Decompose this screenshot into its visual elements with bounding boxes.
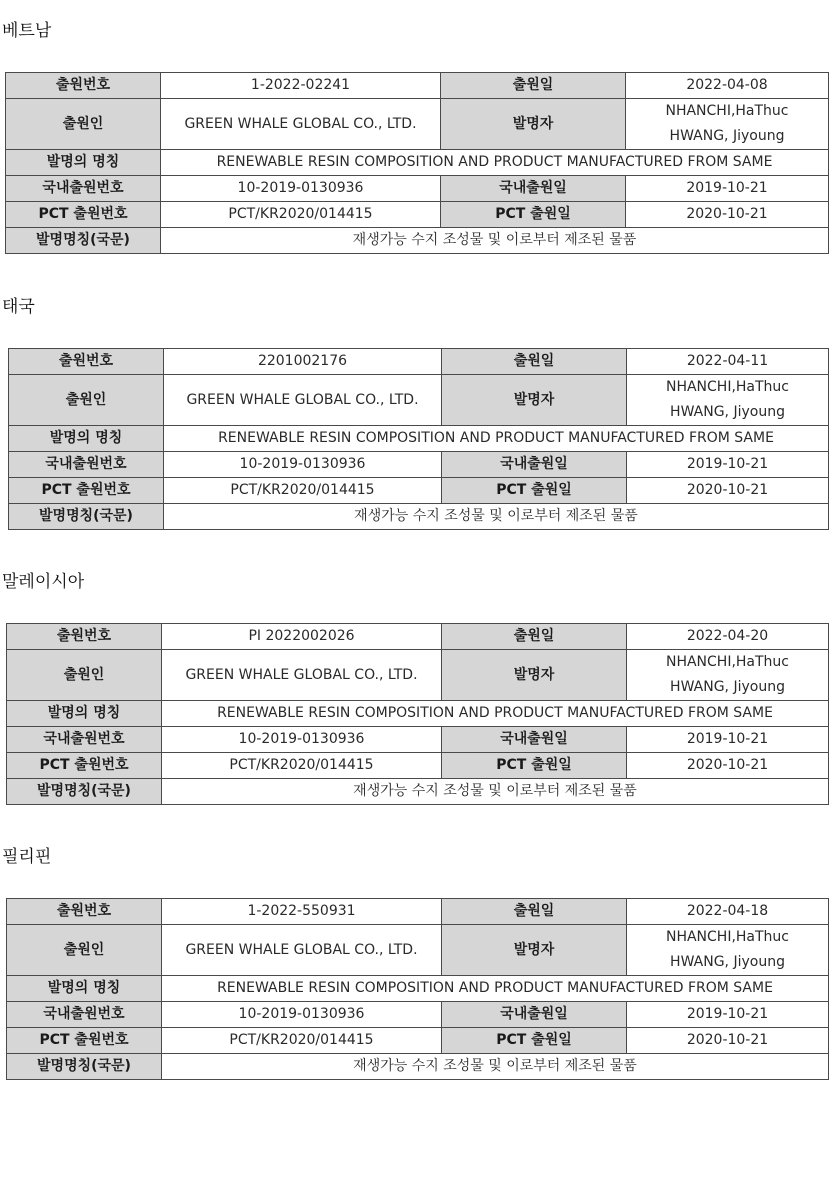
title-value: RENEWABLE RESIN COMPOSITION AND PRODUCT MANUFACTURED FROM SAME	[162, 976, 829, 1002]
dom-app-no-label: 국내출원번호	[7, 1002, 162, 1028]
dom-app-date-label: 국내출원일	[442, 452, 627, 478]
table-row	[6, 202, 829, 228]
title-label: 발명의 명칭	[7, 976, 162, 1002]
table-row	[7, 650, 829, 701]
pct-app-no-value: PCT/KR2020/014415	[162, 753, 442, 779]
title-label: 발명의 명칭	[7, 701, 162, 727]
inventors-label: 발명자	[442, 925, 627, 976]
country-heading: 태국	[2, 297, 35, 317]
table-row	[7, 1002, 829, 1028]
pct-app-date-label: PCT 출원일	[441, 202, 626, 228]
inventor-2: HWANG, Jiyoung	[670, 679, 785, 695]
table-row	[7, 701, 829, 727]
dom-app-date-value: 2019-10-21	[626, 176, 829, 202]
app-no-label: 출원번호	[6, 73, 161, 99]
applicant-label: 출원인	[6, 99, 161, 150]
table-row	[7, 1028, 829, 1054]
table-row	[9, 349, 829, 375]
title-value: RENEWABLE RESIN COMPOSITION AND PRODUCT MANUFACTURED FROM SAME	[164, 426, 829, 452]
inventor-2: HWANG, Jiyoung	[669, 128, 785, 144]
table-row	[6, 176, 829, 202]
app-date-value: 2022-04-08	[626, 73, 829, 99]
app-date-value: 2022-04-11	[627, 349, 829, 375]
dom-app-date-value: 2019-10-21	[627, 1002, 829, 1028]
table-row	[6, 99, 829, 150]
pct-app-no-label: PCT 출원번호	[7, 753, 162, 779]
table-row	[7, 976, 829, 1002]
app-date-value: 2022-04-18	[627, 899, 829, 925]
dom-app-date-value: 2019-10-21	[627, 452, 829, 478]
title-ko-value: 재생가능 수지 조성물 및 이로부터 제조된 물품	[164, 504, 829, 530]
table-row	[9, 452, 829, 478]
applicant-label: 출원인	[7, 650, 162, 701]
table-row	[7, 899, 829, 925]
country-heading: 말레이시아	[2, 572, 85, 592]
table-row	[6, 73, 829, 99]
title-ko-label: 발명명칭(국문)	[6, 228, 161, 254]
dom-app-date-label: 국내출원일	[441, 176, 626, 202]
pct-app-date-label: PCT 출원일	[442, 753, 627, 779]
table-row	[7, 753, 829, 779]
patent-table	[6, 898, 829, 1080]
table-row	[9, 478, 829, 504]
applicant-value: GREEN WHALE GLOBAL CO., LTD.	[162, 650, 442, 701]
table-row	[7, 1054, 829, 1080]
table-row	[7, 624, 829, 650]
title-ko-value: 재생가능 수지 조성물 및 이로부터 제조된 물품	[162, 779, 829, 805]
pct-app-date-value: 2020-10-21	[627, 1028, 829, 1054]
patent-table	[5, 72, 829, 254]
app-no-label: 출원번호	[7, 624, 162, 650]
app-no-value: 2201002176	[164, 349, 442, 375]
title-ko-value: 재생가능 수지 조성물 및 이로부터 제조된 물품	[161, 228, 829, 254]
app-no-label: 출원번호	[7, 899, 162, 925]
pct-app-date-label: PCT 출원일	[442, 478, 627, 504]
app-no-label: 출원번호	[9, 349, 164, 375]
app-no-value: PI 2022002026	[162, 624, 442, 650]
inventors-value	[626, 99, 829, 150]
dom-app-no-label: 국내출원번호	[9, 452, 164, 478]
inventor-1: NHANCHI,HaThuc	[665, 103, 789, 119]
applicant-label: 출원인	[9, 375, 164, 426]
inventors-label: 발명자	[442, 650, 627, 701]
title-value: RENEWABLE RESIN COMPOSITION AND PRODUCT MANUFACTURED FROM SAME	[162, 701, 829, 727]
title-value: RENEWABLE RESIN COMPOSITION AND PRODUCT MANUFACTURED FROM SAME	[161, 150, 829, 176]
title-ko-label: 발명명칭(국문)	[9, 504, 164, 530]
inventors-value	[627, 375, 829, 426]
dom-app-no-value: 10-2019-0130936	[162, 727, 442, 753]
table-row	[6, 150, 829, 176]
country-heading: 필리핀	[2, 847, 52, 867]
table-row	[9, 504, 829, 530]
title-ko-label: 발명명칭(국문)	[7, 1054, 162, 1080]
app-date-label: 출원일	[442, 349, 627, 375]
title-ko-value: 재생가능 수지 조성물 및 이로부터 제조된 물품	[162, 1054, 829, 1080]
title-ko-label: 발명명칭(국문)	[7, 779, 162, 805]
inventors-value	[627, 650, 829, 701]
patent-table	[8, 348, 829, 530]
app-date-label: 출원일	[442, 899, 627, 925]
inventors-value	[627, 925, 829, 976]
table-row	[9, 426, 829, 452]
title-label: 발명의 명칭	[9, 426, 164, 452]
pct-app-no-label: PCT 출원번호	[9, 478, 164, 504]
app-no-value: 1-2022-02241	[161, 73, 441, 99]
inventor-1: NHANCHI,HaThuc	[665, 929, 790, 945]
country-heading: 베트남	[2, 21, 52, 41]
pct-app-date-value: 2020-10-21	[627, 753, 829, 779]
inventor-1: NHANCHI,HaThuc	[665, 654, 790, 670]
table-row	[7, 727, 829, 753]
inventor-1: NHANCHI,HaThuc	[665, 379, 790, 395]
dom-app-date-label: 국내출원일	[442, 1002, 627, 1028]
inventor-2: HWANG, Jiyoung	[670, 954, 785, 970]
app-no-value: 1-2022-550931	[162, 899, 442, 925]
dom-app-no-value: 10-2019-0130936	[162, 1002, 442, 1028]
pct-app-date-label: PCT 출원일	[442, 1028, 627, 1054]
pct-app-no-value: PCT/KR2020/014415	[161, 202, 441, 228]
pct-app-date-value: 2020-10-21	[627, 478, 829, 504]
pct-app-no-value: PCT/KR2020/014415	[164, 478, 442, 504]
pct-app-no-label: PCT 출원번호	[7, 1028, 162, 1054]
dom-app-no-label: 국내출원번호	[6, 176, 161, 202]
pct-app-date-value: 2020-10-21	[626, 202, 829, 228]
dom-app-no-value: 10-2019-0130936	[164, 452, 442, 478]
app-date-value: 2022-04-20	[627, 624, 829, 650]
table-row	[9, 375, 829, 426]
title-label: 발명의 명칭	[6, 150, 161, 176]
app-date-label: 출원일	[441, 73, 626, 99]
patent-table	[6, 623, 829, 805]
applicant-label: 출원인	[7, 925, 162, 976]
dom-app-no-value: 10-2019-0130936	[161, 176, 441, 202]
inventors-label: 발명자	[442, 375, 627, 426]
dom-app-date-label: 국내출원일	[442, 727, 627, 753]
dom-app-no-label: 국내출원번호	[7, 727, 162, 753]
table-row	[6, 228, 829, 254]
table-row	[7, 925, 829, 976]
applicant-value: GREEN WHALE GLOBAL CO., LTD.	[161, 99, 441, 150]
applicant-value: GREEN WHALE GLOBAL CO., LTD.	[162, 925, 442, 976]
pct-app-no-label: PCT 출원번호	[6, 202, 161, 228]
applicant-value: GREEN WHALE GLOBAL CO., LTD.	[164, 375, 442, 426]
pct-app-no-value: PCT/KR2020/014415	[162, 1028, 442, 1054]
dom-app-date-value: 2019-10-21	[627, 727, 829, 753]
app-date-label: 출원일	[442, 624, 627, 650]
inventor-2: HWANG, Jiyoung	[670, 404, 785, 420]
table-row	[7, 779, 829, 805]
inventors-label: 발명자	[441, 99, 626, 150]
